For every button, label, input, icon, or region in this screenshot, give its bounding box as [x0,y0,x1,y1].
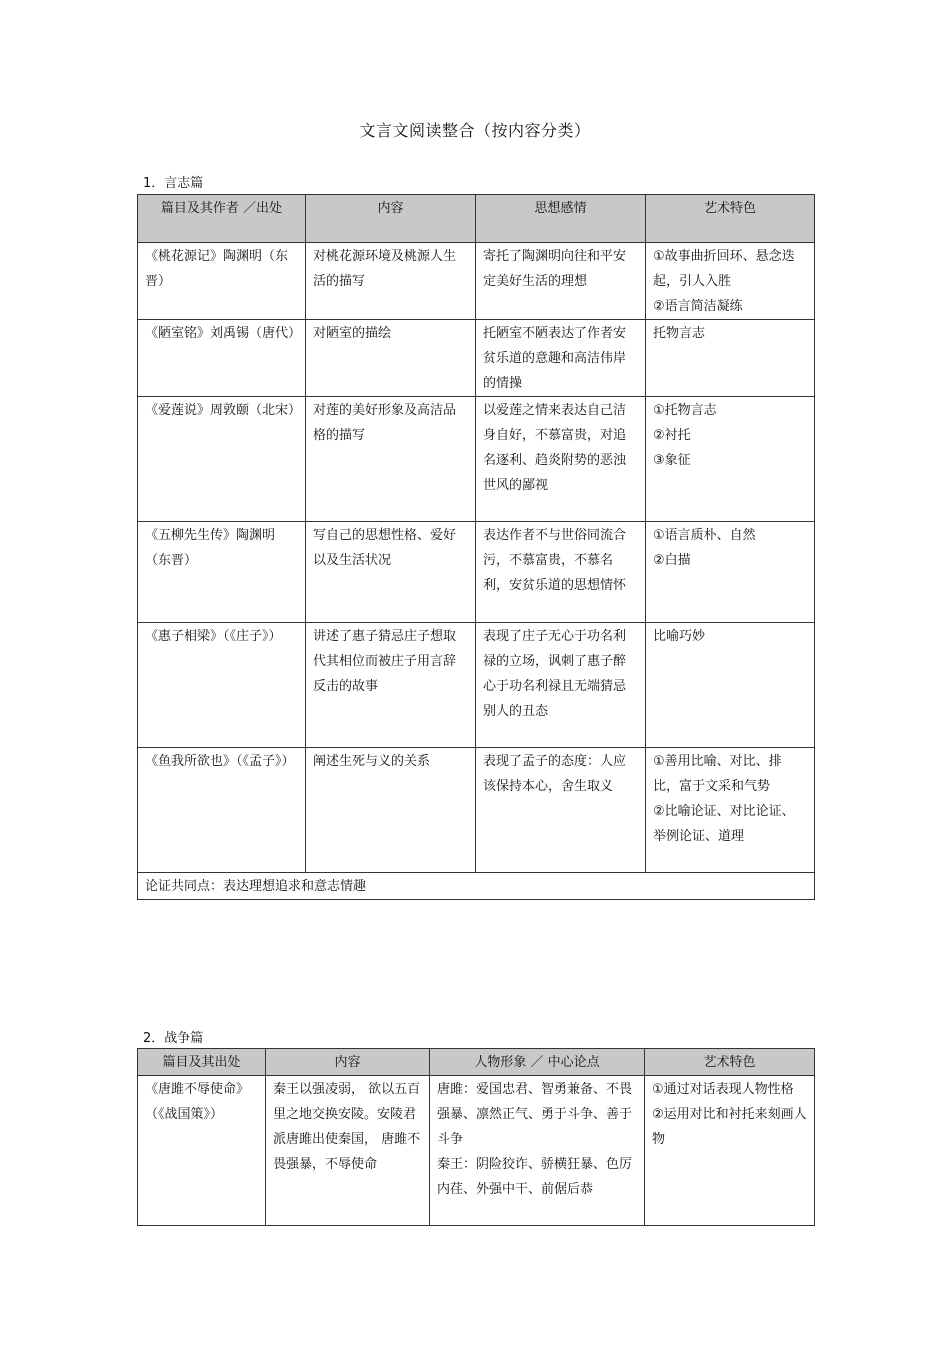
table-cell: 《鱼我所欲也》（《孟子》） [138,748,306,873]
table-row [138,320,815,397]
table-cell: 《唐雎不辱使命》（《战国策》） [138,1076,266,1226]
column-header-art: 艺术特色 [646,195,815,243]
table-row [138,623,815,748]
table-cell: ①语言质朴、自然 ②白描 [646,522,815,623]
table-cell: 对莲的美好形象及高洁品格的描写 [306,397,476,522]
table-cell: 表现了庄子无心于功名利禄的立场，讽刺了惠子醉心于功名利禄且无端猜忌别人的丑态 [476,623,646,748]
table-row [138,1076,815,1226]
table-cell: 讲述了惠子猜忌庄子想取代其相位而被庄子用言辞反击的故事 [306,623,476,748]
column-header-title-author: 篇目及其作者 ／出处 [138,195,306,243]
table-cell: 对桃花源环境及桃源人生活的描写 [306,243,476,320]
column-header-character: 人物形象 ／ 中心论点 [430,1049,645,1076]
table-cell: 秦王以强凌弱， 欲以五百里之地交换安陵。安陵君派唐雎出使秦国， 唐雎不畏强暴，不辱使命 [266,1076,430,1226]
table-cell: 对陋室的描绘 [306,320,476,397]
table-cell: 托陋室不陋表达了作者安贫乐道的意趣和高洁伟岸的情操 [476,320,646,397]
table-cell: 写自己的思想性格、爱好以及生活状况 [306,522,476,623]
table-header-row [138,195,815,243]
table-cell: 比喻巧妙 [646,623,815,748]
table-summary-row [138,873,815,900]
column-header-thought: 思想感情 [476,195,646,243]
table-header-row [138,1049,815,1076]
table-cell: 寄托了陶渊明向往和平安定美好生活的理想 [476,243,646,320]
table-row [138,397,815,522]
table-cell: 《五柳先生传》陶渊明（东晋） [138,522,306,623]
table-cell: ①故事曲折回环、悬念迭起，引人入胜 ②语言简洁凝练 [646,243,815,320]
table-cell: ①善用比喻、对比、排比，富于文采和气势 ②比喻论证、对比论证、举例论证、道理 [646,748,815,873]
table-yanzhi [137,194,815,900]
table-row [138,748,815,873]
page-title: 文言文阅读整合（按内容分类） [359,121,591,140]
section-heading-zhiyan: 1．言志篇 [143,176,204,191]
table-cell: 《惠子相梁》（《庄子》） [138,623,306,748]
table-cell: 以爱莲之情来表达自己洁身自好，不慕富贵，对追名逐利、趋炎附势的恶浊世风的鄙视 [476,397,646,522]
table-cell: ①托物言志 ②衬托 ③象征 [646,397,815,522]
section-heading-zhanzheng: 2．战争篇 [143,1031,204,1046]
table-cell: 表达作者不与世俗同流合污，不慕富贵，不慕名利，安贫乐道的思想情怀 [476,522,646,623]
column-header-art: 艺术特色 [645,1049,815,1076]
table-cell: 阐述生死与义的关系 [306,748,476,873]
column-header-title-source: 篇目及其出处 [138,1049,266,1076]
table-zhanzheng [137,1048,815,1226]
column-header-content: 内容 [306,195,476,243]
table-row [138,522,815,623]
table-cell: 《爱莲说》周敦颐（北宋） [138,397,306,522]
table-cell: 唐雎：爱国忠君、智勇兼备、不畏强暴、凛然正气、勇于斗争、善于斗争 秦王：阴险狡诈、骄横狂暴、色厉内荏、外强中干、前倨后恭 [430,1076,645,1226]
table-cell: 托物言志 [646,320,815,397]
table-cell: 《桃花源记》陶渊明（东晋） [138,243,306,320]
table-row [138,243,815,320]
column-header-content: 内容 [266,1049,430,1076]
table-cell: 《陋室铭》刘禹锡（唐代） [138,320,306,397]
summary-cell: 论证共同点：表达理想追求和意志情趣 [138,873,815,900]
table-cell: 表现了孟子的态度：人应该保持本心，舍生取义 [476,748,646,873]
table-cell: ①通过对话表现人物性格 ②运用对比和衬托来刻画人物 [645,1076,815,1226]
